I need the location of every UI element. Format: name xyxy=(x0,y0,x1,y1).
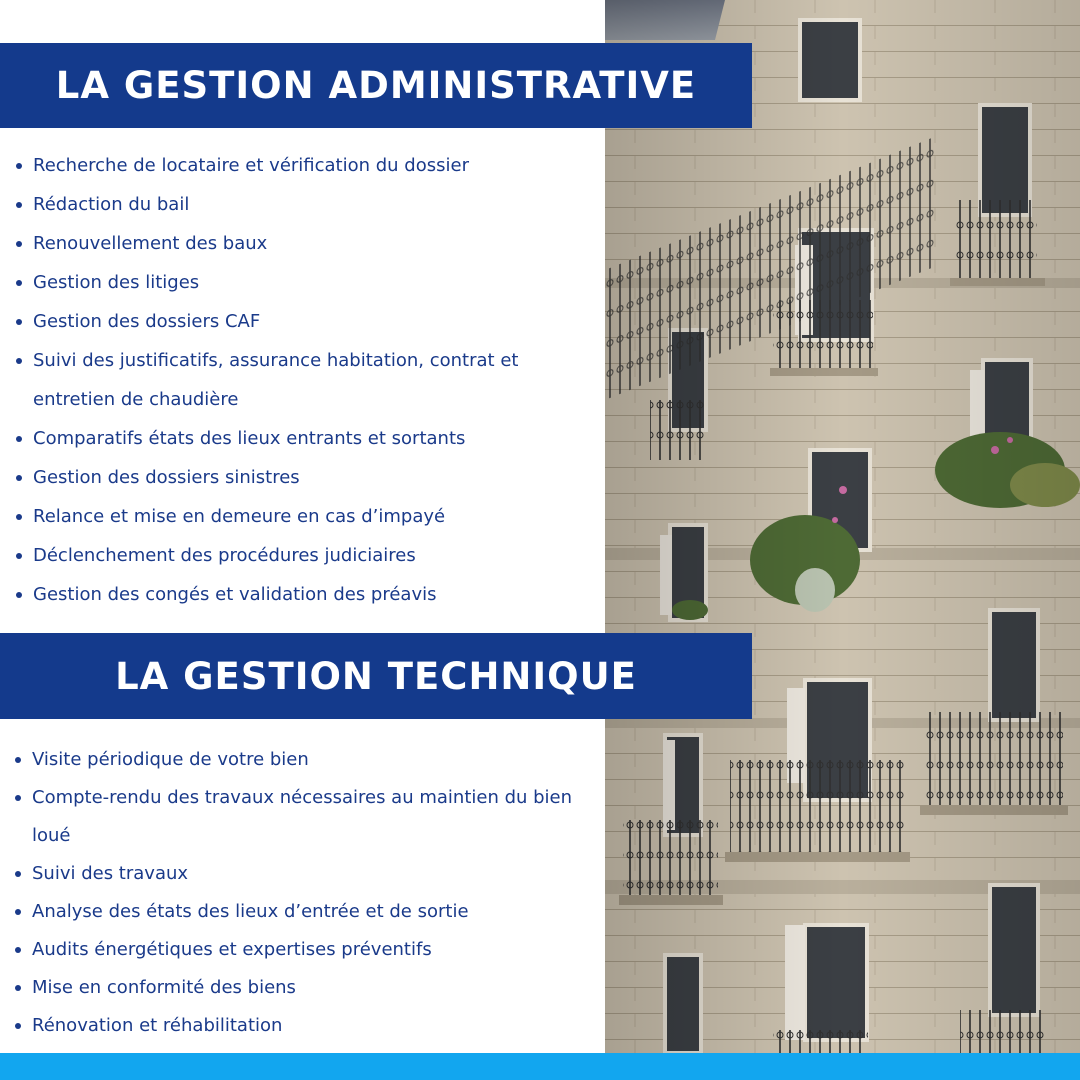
list-item: Audits énergétiques et expertises préventifs xyxy=(12,931,592,969)
list-item: Gestion des litiges xyxy=(13,263,583,302)
list-item: Gestion des dossiers sinistres xyxy=(13,458,583,497)
list-item: Mise en conformité des biens xyxy=(12,969,592,1007)
list-item: Comparatifs états des lieux entrants et sortants xyxy=(13,419,583,458)
list-item: Gestion des congés et validation des préavis xyxy=(13,575,583,614)
list-item: Relance et mise en demeure en cas d’impayé xyxy=(13,497,583,536)
tech-section-title: LA GESTION TECHNIQUE xyxy=(0,633,752,719)
list-item: Recherche de locataire et vérification du dossier xyxy=(13,146,583,185)
list-item: Gestion des dossiers CAF xyxy=(13,302,583,341)
bottom-accent-bar xyxy=(0,1053,1080,1080)
building-photo xyxy=(605,0,1080,1053)
tech-services-list xyxy=(12,741,592,1045)
admin-services-list xyxy=(13,146,583,614)
list-item: Rénovation et réhabilitation xyxy=(12,1007,592,1045)
list-item: Suivi des justificatifs, assurance habitation, contrat et entretien de chaudière xyxy=(13,341,583,419)
list-item: Compte-rendu des travaux nécessaires au maintien du bien loué xyxy=(12,779,592,855)
list-item: Analyse des états des lieux d’entrée et de sortie xyxy=(12,893,592,931)
list-item: Renouvellement des baux xyxy=(13,224,583,263)
list-item: Suivi des travaux xyxy=(12,855,592,893)
list-item: Déclenchement des procédures judiciaires xyxy=(13,536,583,575)
admin-section-title: LA GESTION ADMINISTRATIVE xyxy=(0,43,752,128)
list-item: Rédaction du bail xyxy=(13,185,583,224)
list-item: Visite périodique de votre bien xyxy=(12,741,592,779)
